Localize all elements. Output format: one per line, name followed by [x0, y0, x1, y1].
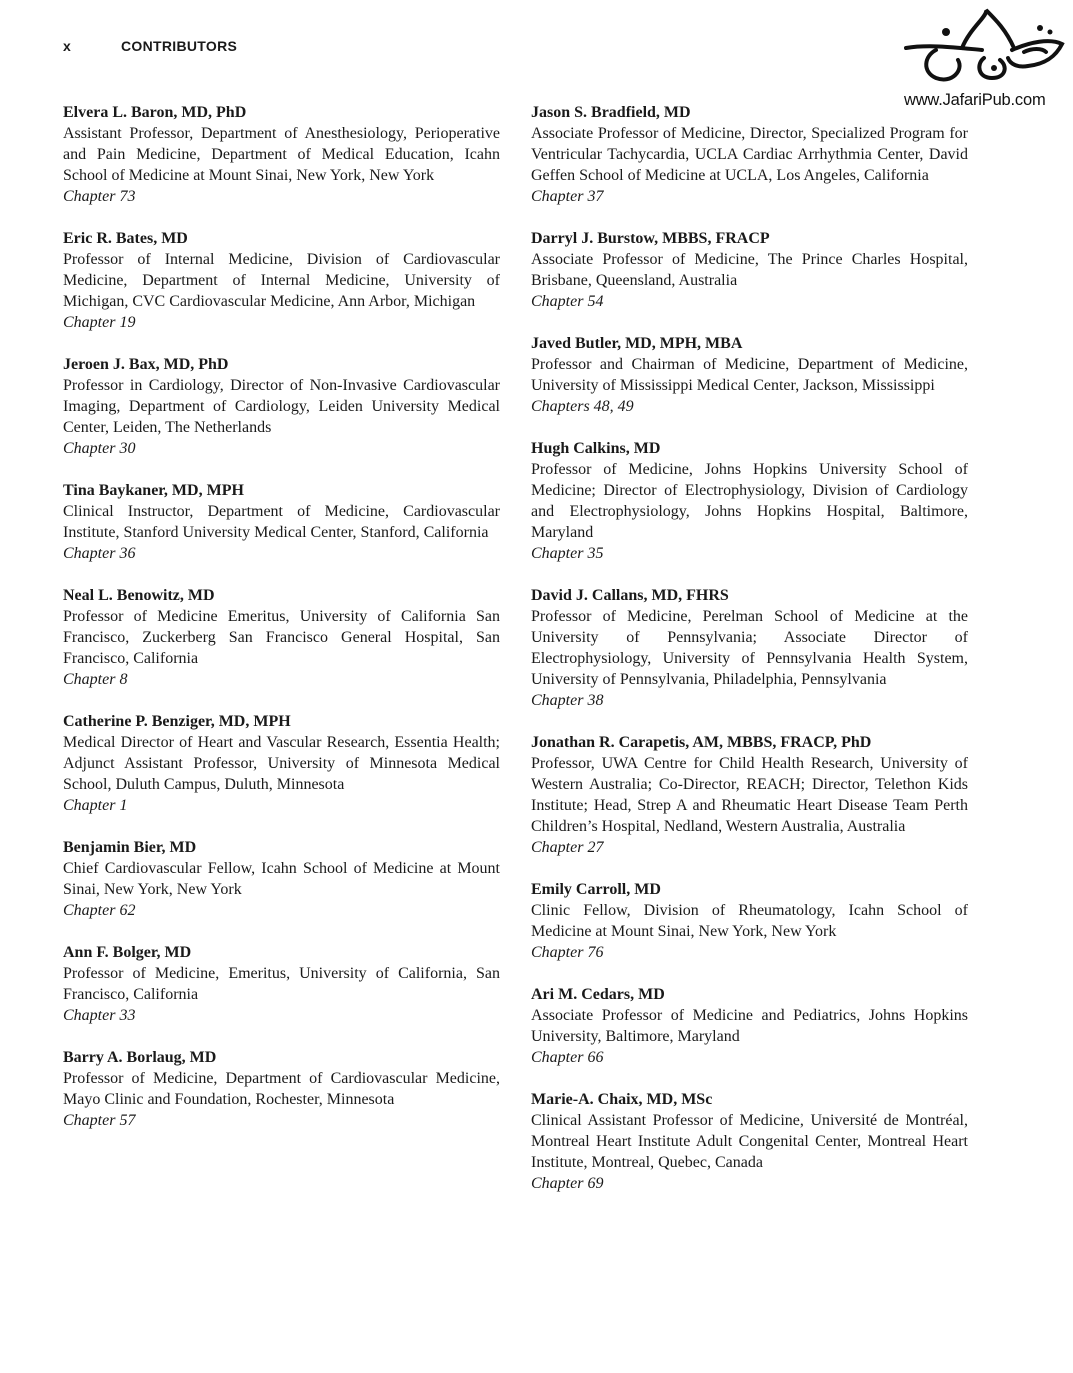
contributor-affiliation: Professor, UWA Centre for Child Health Research, University of Western Australia; Co-Director, REACH; Director, Telethon Kids Institute; Head, Strep A and Rheumatic Heart Disease Team Perth Children’s Hospital, Nedland, Western Australia, Australia	[531, 755, 968, 835]
contributor-affiliation: Associate Professor of Medicine and Pediatrics, Johns Hopkins University, Baltimore, Maryland	[531, 1007, 968, 1045]
contributor-name: Neal L. Benowitz, MD	[63, 587, 215, 604]
contributor-affiliation: Professor of Medicine, Johns Hopkins University School of Medicine; Director of Electrophysiology, Division of Cardiology and Electrophysiology, Johns Hopkins Hospital, Baltimore, Maryland	[531, 461, 968, 541]
contributor-affiliation: Chief Cardiovascular Fellow, Icahn School of Medicine at Mount Sinai, New York, New York	[63, 860, 500, 898]
contributor-entry	[531, 732, 968, 858]
contributor-entry	[63, 837, 500, 921]
contributor-name: Barry A. Borlaug, MD	[63, 1049, 217, 1066]
contributor-name: Ari M. Cedars, MD	[531, 986, 665, 1003]
contributor-affiliation: Professor of Internal Medicine, Division of Cardiovascular Medicine, Department of Internal Medicine, University of Michigan, CVC Cardiovascular Medicine, Ann Arbor, Michigan	[63, 251, 500, 310]
page-header	[63, 38, 237, 54]
contributor-chapter: Chapter 36	[63, 545, 136, 562]
contributor-entry	[531, 228, 968, 312]
contributor-affiliation: Medical Director of Heart and Vascular Research, Essentia Health; Adjunct Assistant Professor, University of Minnesota Medical School, Duluth Campus, Duluth, Minnesota	[63, 734, 500, 793]
contributor-name: Javed Butler, MD, MPH, MBA	[531, 335, 743, 352]
contributor-name: Jonathan R. Carapetis, AM, MBBS, FRACP, PhD	[531, 734, 872, 751]
contributor-affiliation: Professor of Medicine, Perelman School of Medicine at the University of Pennsylvania; Associate Director of Electrophysiology, University of Pennsylvania Health System, University of Pennsylvania, Philadelphia, Pennsylvania	[531, 608, 968, 688]
contributor-name: Darryl J. Burstow, MBBS, FRACP	[531, 230, 770, 247]
contributor-entry	[63, 354, 500, 459]
contributor-name: Benjamin Bier, MD	[63, 839, 197, 856]
contributor-chapter: Chapter 76	[531, 944, 604, 961]
contributor-entry	[63, 585, 500, 690]
left-column	[63, 102, 500, 1152]
contributor-chapter: Chapter 37	[531, 188, 604, 205]
contributor-chapter: Chapter 38	[531, 692, 604, 709]
contributor-chapter: Chapter 27	[531, 839, 604, 856]
contributor-affiliation: Professor of Medicine Emeritus, University of California San Francisco, Zuckerberg San Francisco General Hospital, San Francisco, California	[63, 608, 500, 667]
contributor-chapter: Chapter 19	[63, 314, 136, 331]
publisher-url: www.JafariPub.com	[904, 91, 1046, 109]
contributor-chapter: Chapter 66	[531, 1049, 604, 1066]
contributor-chapter: Chapter 57	[63, 1112, 136, 1129]
page-number: x	[63, 38, 72, 54]
right-column	[531, 102, 968, 1215]
contributor-name: Ann F. Bolger, MD	[63, 944, 192, 961]
contributor-chapter: Chapter 35	[531, 545, 604, 562]
contributor-entry	[531, 585, 968, 711]
contributor-entry	[63, 711, 500, 816]
contributor-chapter: Chapter 54	[531, 293, 604, 310]
contributor-chapter: Chapter 62	[63, 902, 136, 919]
contributor-affiliation: Clinical Assistant Professor of Medicine, Université de Montréal, Montreal Heart Institute Adult Congenital Center, Montreal Heart Institute, Montreal, Quebec, Canada	[531, 1112, 968, 1171]
contributor-chapter: Chapters 48, 49	[531, 398, 634, 415]
contributor-chapter: Chapter 1	[63, 797, 128, 814]
contributor-name: David J. Callans, MD, FHRS	[531, 587, 729, 604]
contributor-name: Emily Carroll, MD	[531, 881, 661, 898]
contributor-entry	[531, 333, 968, 417]
contributor-name: Hugh Calkins, MD	[531, 440, 661, 457]
contributor-entry	[63, 942, 500, 1026]
contributor-chapter: Chapter 8	[63, 671, 128, 688]
contributor-entry	[531, 102, 968, 207]
contributor-affiliation: Professor of Medicine, Department of Cardiovascular Medicine, Mayo Clinic and Foundation, Rochester, Minnesota	[63, 1070, 500, 1108]
contributor-entry	[63, 228, 500, 333]
contributor-chapter: Chapter 69	[531, 1175, 604, 1192]
contributor-affiliation: Professor of Medicine, Emeritus, University of California, San Francisco, California	[63, 965, 500, 1003]
contributor-name: Jason S. Bradfield, MD	[531, 104, 691, 121]
contributor-affiliation: Clinical Instructor, Department of Medicine, Cardiovascular Institute, Stanford University Medical Center, Stanford, California	[63, 503, 500, 541]
contributor-affiliation: Associate Professor of Medicine, Director, Specialized Program for Ventricular Tachycardia, UCLA Cardiac Arrhythmia Center, David Geffen School of Medicine at UCLA, Los Angeles, California	[531, 125, 968, 184]
contributor-name: Elvera L. Baron, MD, PhD	[63, 104, 247, 121]
contributor-entry	[63, 102, 500, 207]
contributor-chapter: Chapter 33	[63, 1007, 136, 1024]
contributor-affiliation: Professor and Chairman of Medicine, Department of Medicine, University of Mississippi Medical Center, Jackson, Mississippi	[531, 356, 968, 394]
contributor-chapter: Chapter 73	[63, 188, 136, 205]
ornamental-calligraphy-logo-icon	[900, 4, 1070, 94]
contributor-entry	[531, 984, 968, 1068]
contributor-name: Tina Baykaner, MD, MPH	[63, 482, 244, 499]
contributor-entry	[531, 879, 968, 963]
contributor-name: Catherine P. Benziger, MD, MPH	[63, 713, 291, 730]
contributor-affiliation: Associate Professor of Medicine, The Prince Charles Hospital, Brisbane, Queensland, Australia	[531, 251, 968, 289]
contributor-name: Eric R. Bates, MD	[63, 230, 188, 247]
contributor-entry	[63, 1047, 500, 1131]
contributor-chapter: Chapter 30	[63, 440, 136, 457]
contributor-name: Jeroen J. Bax, MD, PhD	[63, 356, 229, 373]
contributor-entry	[531, 1089, 968, 1194]
contributor-entry	[63, 480, 500, 564]
contributor-affiliation: Clinic Fellow, Division of Rheumatology, Icahn School of Medicine at Mount Sinai, New York, New York	[531, 902, 968, 940]
contributor-name: Marie-A. Chaix, MD, MSc	[531, 1091, 713, 1108]
publisher-watermark	[900, 4, 1070, 114]
contributor-affiliation: Assistant Professor, Department of Anesthesiology, Perioperative and Pain Medicine, Department of Medical Education, Icahn School of Medicine at Mount Sinai, New York, New York	[63, 125, 500, 184]
section-title: CONTRIBUTORS	[121, 38, 238, 54]
contributor-affiliation: Professor in Cardiology, Director of Non-Invasive Cardiovascular Imaging, Department of Cardiology, Leiden University Medical Center, Leiden, The Netherlands	[63, 377, 500, 436]
contributor-entry	[531, 438, 968, 564]
